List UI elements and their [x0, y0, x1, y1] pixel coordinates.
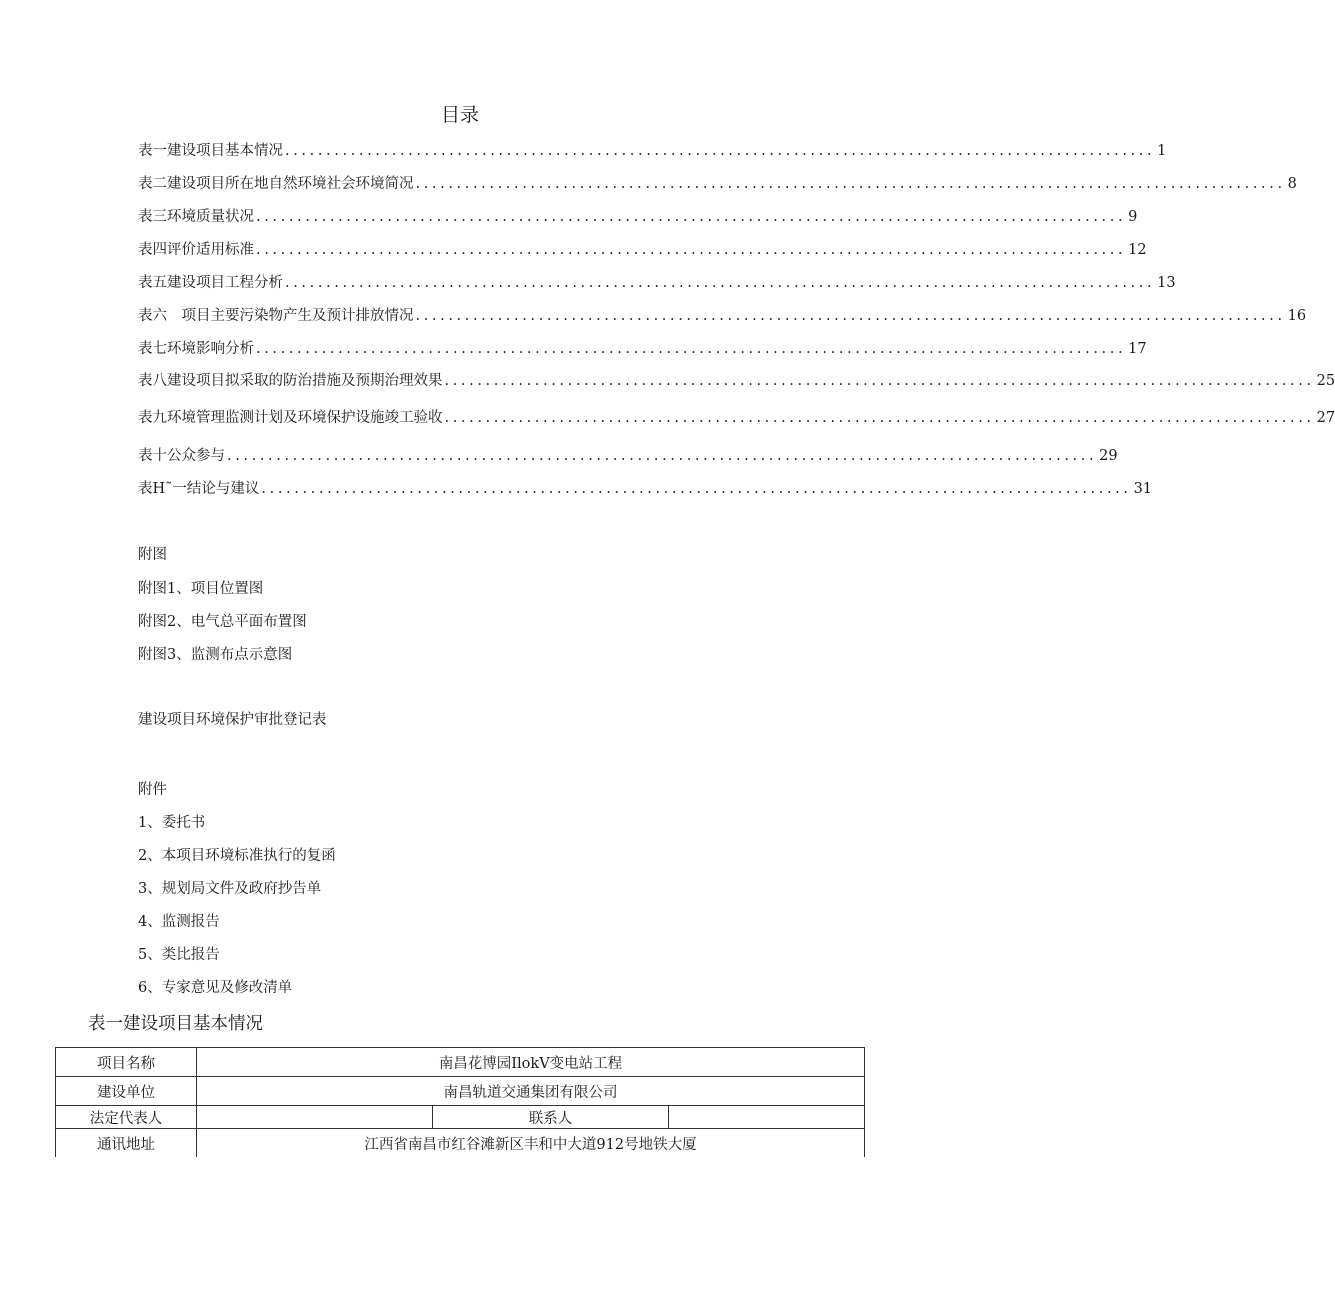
toc-entry-page: 13	[1157, 275, 1176, 291]
figures-heading: 附图	[138, 547, 167, 563]
project-name-label: 项目名称	[56, 1048, 197, 1077]
toc-leader-dots: ..........................................................................................................	[415, 176, 1286, 192]
address-label: 通讯地址	[56, 1129, 197, 1158]
toc-entry[interactable]	[138, 444, 1118, 466]
toc-entry-label: 表六 项目主要污染物产生及预计排放情况	[138, 308, 414, 324]
address-value: 江西省南昌市红谷滩新区丰和中大道912号地铁大厦	[197, 1129, 865, 1158]
table-row	[56, 1106, 865, 1129]
toc-leader-dots: ..........................................................................................................	[444, 410, 1315, 426]
toc-entry-page: 12	[1128, 242, 1147, 258]
contact-value	[669, 1106, 865, 1129]
toc-entry-label: 表七环境影响分析	[138, 341, 254, 357]
contact-label: 联系人	[433, 1106, 669, 1129]
toc-entry-label: 表五建设项目工程分析	[138, 275, 283, 291]
toc-title: 目录	[440, 104, 479, 126]
figure-item: 附图3、监测布点示意图	[138, 647, 293, 663]
toc-entry[interactable]	[138, 406, 1335, 428]
attachment-item: 1、委托书	[138, 815, 206, 831]
toc-entry-page: 31	[1133, 481, 1153, 497]
toc-leader-dots: ..........................................................................................................	[285, 143, 1156, 159]
toc-entry-label: 表九环境管理监测计划及环境保护设施竣工验收	[138, 410, 443, 426]
toc-entry-page: 8	[1287, 176, 1297, 192]
toc-leader-dots: ..........................................................................................................	[256, 209, 1127, 225]
figure-item: 附图2、电气总平面布置图	[138, 614, 307, 630]
toc-entry[interactable]	[138, 337, 1147, 359]
toc-entry-page: 27	[1316, 410, 1335, 426]
builder-value: 南昌轨道交通集团有限公司	[197, 1077, 865, 1106]
legal-rep-label: 法定代表人	[56, 1106, 197, 1129]
attachments-heading: 附件	[138, 782, 167, 798]
toc-leader-dots: ..........................................................................................................	[285, 275, 1156, 291]
toc-leader-dots: ..........................................................................................................	[261, 481, 1132, 497]
toc-leader-dots: ..........................................................................................................	[415, 308, 1286, 324]
toc-entry-page: 29	[1099, 448, 1118, 464]
attachment-item: 3、规划局文件及政府抄告单	[138, 881, 322, 897]
registration-form-title: 建设项目环境保护审批登记表	[138, 712, 327, 728]
toc-entry-page: 1	[1157, 143, 1167, 159]
toc-entry-label: 表四评价适用标准	[138, 242, 254, 258]
toc-entry-page: 16	[1287, 308, 1307, 324]
toc-leader-dots: ..........................................................................................................	[227, 448, 1098, 464]
figure-item: 附图1、项目位置图	[138, 581, 264, 597]
section-title: 表一建设项目基本情况	[88, 1014, 263, 1034]
builder-label: 建设单位	[56, 1077, 197, 1106]
toc-leader-dots: ..........................................................................................................	[256, 341, 1127, 357]
toc-entry-label: 表一建设项目基本情况	[138, 143, 283, 159]
toc-leader-dots: ..........................................................................................................	[444, 373, 1315, 389]
attachment-item: 6、专家意见及修改清单	[138, 980, 293, 996]
toc-entry[interactable]	[138, 238, 1147, 260]
toc-entry-label: 表三环境质量状况	[138, 209, 254, 225]
legal-rep-value	[197, 1106, 433, 1129]
toc-entry[interactable]	[138, 139, 1167, 161]
toc-entry[interactable]	[138, 369, 1335, 391]
toc-entry[interactable]	[138, 304, 1307, 326]
toc-entry-page: 25	[1316, 373, 1335, 389]
attachment-item: 2、本项目环境标准执行的复函	[138, 848, 336, 864]
toc-entry[interactable]	[138, 205, 1138, 227]
toc-entry-label: 表H˜一结论与建议	[138, 481, 260, 497]
project-name-value: 南昌花博园IlokV变电站工程	[197, 1048, 865, 1077]
table-row	[56, 1077, 865, 1106]
attachment-item: 4、监测报告	[138, 914, 220, 930]
toc-entry[interactable]	[138, 271, 1176, 293]
toc-entry-label: 表二建设项目所在地自然环境社会环境简况	[138, 176, 414, 192]
toc-entry-page: 9	[1128, 209, 1138, 225]
table-row	[56, 1048, 865, 1077]
toc-entry-page: 17	[1128, 341, 1147, 357]
table-row	[56, 1129, 865, 1158]
toc-entry-label: 表八建设项目拟采取的防治措施及预期治理效果	[138, 373, 443, 389]
attachment-item: 5、类比报告	[138, 947, 220, 963]
toc-entry-label: 表十公众参与	[138, 448, 225, 464]
toc-leader-dots: ..........................................................................................................	[256, 242, 1127, 258]
project-info-table	[55, 1047, 865, 1157]
toc-entry[interactable]	[138, 477, 1153, 499]
toc-entry[interactable]	[138, 172, 1297, 194]
